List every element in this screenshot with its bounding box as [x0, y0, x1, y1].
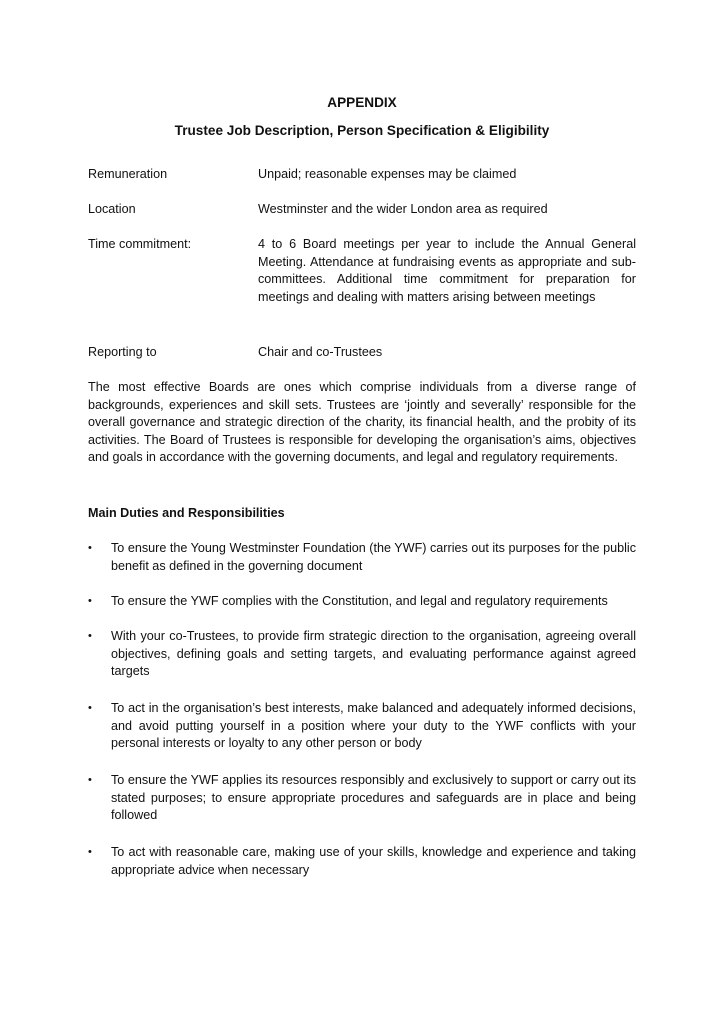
appendix-heading: APPENDIX: [327, 95, 397, 110]
intro-paragraph: The most effective Boards are ones which comprise individuals from a diverse range of backgrounds, experiences and skill sets. Trustees are ‘jointly and severally’ responsible for the overall governance and strategic direction of the charity, its financial health, and the probity of its activities. The Board of Trustees is responsible for developing the organisation’s aims, objectives and goals in accordance with the governing documents, and legal and regulatory requirements.: [88, 380, 636, 464]
bullet-icon: •: [88, 595, 92, 607]
list-item-text: To ensure the YWF complies with the Constitution, and legal and regulatory requirements: [111, 594, 608, 608]
list-item-text: To ensure the YWF applies its resources responsibly and exclusively to support or carry out its stated purposes; to ensure appropriate procedures and safeguards are in place and being followed: [111, 773, 636, 822]
list-item-text: To ensure the Young Westminster Foundation (the YWF) carries out its purposes for the public benefit as defined in the governing document: [111, 541, 636, 573]
bullet-icon: •: [88, 630, 92, 642]
bullet-icon: •: [88, 542, 92, 554]
location-value: Westminster and the wider London area as required: [258, 202, 548, 216]
bullet-icon: •: [88, 846, 92, 858]
remuneration-value: Unpaid; reasonable expenses may be claimed: [258, 167, 517, 181]
list-item-text: To act with reasonable care, making use of your skills, knowledge and experience and taking appropriate advice when necessary: [111, 845, 636, 877]
time-commitment-value: 4 to 6 Board meetings per year to include the Annual General Meeting. Attendance at fundraising events as appropriate and sub-committees. Additional time commitment for preparation for meetings and dealing with matters arising between meetings: [258, 237, 636, 304]
reporting-to-label: Reporting to: [88, 345, 157, 359]
reporting-to-value: Chair and co-Trustees: [258, 345, 383, 359]
list-item-text: With your co-Trustees, to provide firm strategic direction to the organisation, agreeing overall objectives, defining goals and setting targets, and evaluating performance against agreed targets: [111, 629, 636, 678]
bullet-icon: •: [88, 702, 92, 714]
location-label: Location: [88, 202, 136, 216]
duties-heading: Main Duties and Responsibilities: [88, 506, 285, 520]
bullet-icon: •: [88, 774, 92, 786]
list-item-text: To act in the organisation’s best interests, make balanced and adequately informed decisions, and avoid putting yourself in a position where your duty to the YWF conflicts with your personal interests or loyalty to any other person or body: [111, 701, 636, 750]
remuneration-label: Remuneration: [88, 167, 168, 181]
document-title: Trustee Job Description, Person Specification & Eligibility: [174, 123, 550, 138]
time-commitment-label: Time commitment:: [88, 237, 192, 251]
